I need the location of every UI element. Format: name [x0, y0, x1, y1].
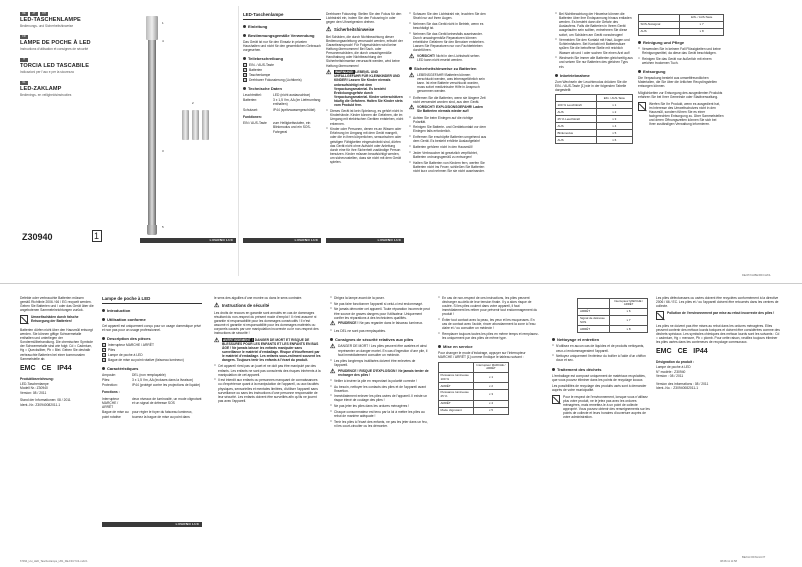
flag-label: AT [30, 12, 38, 16]
cover-subtitle: Indicazioni per l'uso e per la sicurezza [20, 69, 74, 74]
list-item: 4 Drehbarer Fokussierung (Lichtkreis) [244, 78, 302, 83]
warning-triangle-icon: ⚠ [409, 53, 415, 60]
list-item: □ Achten Sie beim Einlegen auf die richtige Polarität. [409, 116, 487, 124]
brand-footer: LIVARNO LUX [102, 522, 202, 527]
heading: Mise en service [438, 344, 540, 349]
fr-column-4 [438, 296, 540, 556]
emc-mark: EMC [656, 348, 672, 356]
flag-label: CH [40, 12, 48, 16]
bullet-list [638, 47, 724, 65]
list-item: □ Au besoin, nettoyer les contacts des piles et de l'appareil avant l'insertion. [330, 385, 430, 393]
warning-block: ⚠ DANGER DE MORT ! Les piles peuvent être avalées et ainsi représenter un danger mortel. En cas d'ingestion d'une pile, il faut immédiatement consulter un médecin. [330, 344, 428, 357]
warning-triangle-icon: ⚠ [326, 70, 332, 77]
recycling-warning: Umweltschäden durch falsche Entsorgung der Batterien! [20, 315, 94, 324]
list-item: □ Veiller à insérer la pile en respectant la polarité correcte ! [330, 379, 430, 383]
list-item: □ Ne jamais démonter cet appareil. Toute réparation incorrecte peut être source de graves dangers pour l'utilisateur. Uniquement confier les réparations à des techniciens qualifiés. [330, 307, 430, 319]
list-item: □ Cet appareil n'est pas un jouet et ne doit pas être manipulé par des enfants. Les enfants ne sont pas conscients des risques inhérents à la manipulation de cet appareil. [214, 364, 322, 376]
info-title: Produktbezeichnung: [20, 376, 54, 381]
info-stand: Version des informations : 08 / 2011 [656, 381, 709, 386]
heading: Description des pièces [102, 336, 202, 341]
lang-title-block [20, 86, 120, 97]
flag-label: FR [20, 35, 28, 39]
list-item: 1 Interrupteur MARCHE / ARRÊT [103, 342, 154, 347]
brand-footer: LIVARNO LUX [326, 238, 404, 243]
warning-triangle-icon: ⚠ [214, 337, 220, 344]
info-title: Désignation du produit : [656, 360, 695, 365]
list-item: □ Chaque consommateur est tenu par la loi à mettre les piles au rebut de manière adéquate ! [330, 410, 430, 418]
list-item: □ Kinder oder Personen, denen es an Wissen oder Erfahrung im Umgang mit dem Gerät mangelt, oder die in ihren körperlichen, sensorischen oder geistigen Fähigkeiten eingeschränkt sind, dürfen das Gerät nicht ohne Aufsicht oder Anleitung durch eine für ihre Sicherheit zuständige Person benutzen. Kinder müssen beaufsichtigt werden, um sicherzustellen, dass sie nicht mit dem Gerät spielen. [326, 127, 404, 164]
brand-logo: LIVARNO LUX [209, 237, 233, 242]
ident-number: Ident.-No. : Z30940082011-1 [656, 386, 699, 391]
print-slug-right: 08.08.11 11:58 [720, 560, 737, 563]
fr-column-1 [102, 296, 202, 556]
battery-illustration [182, 110, 189, 140]
list-item: □ Les DEL ne sont pas remplaçables. [330, 329, 430, 333]
body-text: Das Gerät ist nur für den Einsatz in privaten Haushalten und nicht für den gewerblichen Gebrauch vorgesehen. [243, 39, 321, 52]
body-text: Pour changer le mode d'éclairage, appuyer sur l'interrupteur MARCHE / ARRÊT [1] comme l'indique le tableau suivant : [438, 351, 526, 360]
table-row: SOS-Notsignal x 7 [639, 22, 724, 29]
info-line: Lampe de poche à LED [656, 365, 691, 370]
warning-triangle-icon: ⚠ [326, 26, 332, 33]
functions-row: Interrupteur MARCHE / ARRÊT deux niveaux de luminosité, un mode clignotant et un signal de détresse SOS Bague de mise au point rotative pour régler le foyer du faisceau lumineux, tournez la bague de mise au point dans [102, 397, 202, 419]
brand-footer [140, 238, 236, 243]
heading: Bestimmungsgemäße Verwendung [243, 33, 321, 38]
disposal-note: Pour le respect de l'environnement, lorsque vous n'utilisez plus votre produit, ne le jetez pas avec les ordures ménagères, mais remettez-le à un point de collecte approprié. Vous pouvez obtenir des renseignements sur les points de collecte et leurs horaires d'ouverture auprès de votre administration. [552, 395, 650, 420]
mode-table: EIN- / AUS-Taste SOS-Notsignal x 7 AUS x 8 [638, 14, 724, 36]
list-item: □ Nettoyez uniquement l'extérieur du boîtier à l'aide d'un chiffon doux et sec. [552, 354, 650, 362]
cover-subtitle: Bedienings- en veiligheidsinstructies [20, 92, 72, 97]
figure-callout: 1 [162, 21, 164, 25]
list-item: □ Schauen Sie den Lichtstrahl nie, leuchten Sie den Strahl nur auf Ihren Augen. [409, 12, 487, 20]
list-item: 4 Bague de mise au point rotative (faisceau lumineux) [103, 358, 184, 363]
heading: Technische Daten [243, 86, 321, 91]
table-row: AUS x 2 [556, 109, 633, 116]
table-row: Puissance lumineuse 25 % x 3 [439, 390, 509, 401]
list-item: □ Verwenden Sie in keinem Fall Flüssigkeiten und keine Reinigungsmittel, da diese das Gerät beschädigen. [638, 47, 724, 55]
info-line: N° modèle : Z30940 [656, 369, 686, 374]
flag-label: NL [20, 81, 28, 85]
list-item: 2 Piles [103, 347, 116, 352]
body-text: Die Verpackung besteht aus umweltfreundlichen Materialien, die Sie über die örtlichen Recyclingstellen entsorgen können. [638, 76, 717, 89]
table-row: ARRÊT x 2 [439, 383, 509, 390]
cover-title: LED-ZAKLAMP [20, 85, 62, 92]
functions-label: Fonctions : [102, 390, 120, 395]
body-text: le sens des aiguilles d'une montre ou dans le sens contraire. [214, 296, 303, 300]
heading: Inbetriebnahme [555, 73, 633, 78]
list-item: □ Batterien gehören nicht in den Hausmüll! [409, 145, 487, 149]
battery-illustration [192, 110, 199, 140]
warning-triangle-icon: ⚠ [409, 72, 415, 79]
info-line: LED-Taschenlampe [20, 381, 49, 386]
ip-rating: IP44 [57, 364, 72, 372]
explosion-warning: ⚠ PRUDENCE ! RISQUE D'EXPLOSION ! Ne jamais tenter de recharger des piles ! [330, 368, 429, 377]
bullet-list [552, 344, 650, 362]
page-number: 1 [92, 230, 102, 242]
crossed-bin-icon [638, 102, 646, 111]
table-row: Blinkmodus x 5 [556, 130, 633, 137]
table-row: AUS x 4 [556, 123, 633, 130]
body-text: Les possibilités de recyclage des produits usés sont à demander auprès de votre municipalité. [552, 384, 647, 393]
crossed-bin-icon [656, 311, 664, 320]
table-row: 25 % Leuchtkraft x 3 [556, 116, 633, 123]
ip-rating: IP44 [693, 348, 708, 356]
list-item: □ Reinigen Sie Batterie- und Gerätekontakt vor dem Einlegen falls erforderlich. [409, 125, 487, 133]
section-title: Lampe de poche à LED [102, 296, 202, 304]
table-row: AUS x 6 [556, 137, 633, 144]
crossed-bin-icon [552, 395, 560, 404]
list-item: □ Dirigez la lampe avant de la poser. [330, 296, 430, 300]
corner-code: DE/AT/CH/BE/FR/CH/NL [742, 274, 771, 277]
certification-marks [20, 365, 94, 374]
warning-badge: WARNUNG! [335, 70, 354, 75]
list-item: □ Vermeiden Sie den Kontakt mit Haut, Augen und Schleimhäuten. Bei Kontakt mit Batteriesäure spülen Sie die betroffene Stelle mit reichlich Wasser ab und / oder suchen Sie einen Arzt auf! [555, 38, 633, 54]
body-text: Drehbarer Fokusring: Stellen Sie den Fokus für den Lichtstrahl ein, indem Sie den Fokusring in oder gegen den Uhrzeigersinn drehen. [326, 12, 402, 25]
spec-table: Ampoule: DEL (non remplaçable) Piles: 3 x 1,5 Vm, AA (incluses dans la livraison) Protection: IP44 (protégé contre les projections de liquide) [102, 373, 201, 388]
warning-triangle-icon: ⚠ [330, 321, 336, 328]
heading: Teilebeschreibung [243, 56, 321, 61]
body-text: Möglichkeiten zur Entsorgung des ausgedienten Produkts erfahren Sie bei Ihrer Gemeinde oder Stadtverwaltung. [638, 90, 723, 99]
body-text: Les piles défectueuses ou usées doivent être recyclées conformément à la directive 2006 / 66 / EC. Les piles et / ou l'appareil doivent être retournés dans les centres de collecte. [656, 296, 779, 309]
de-column-3 [409, 12, 487, 272]
list-item: □ Ne pas jeter les piles dans les ordures ménagères ! [330, 404, 430, 408]
bullet-list [214, 364, 322, 403]
warning-triangle-icon: ⚠ [409, 105, 415, 112]
fr-info-column [656, 296, 780, 556]
table-row: ARRÊT x 6 [578, 308, 648, 315]
info-line: Version: 08 / 2011 [20, 390, 47, 395]
warning-badge: AVERTISSEMENT ! [223, 337, 253, 342]
list-item: □ N'utilisez en aucun cas de liquides et de produits nettoyants, ceux-ci endommageraient l'appareil. [552, 344, 650, 352]
list-item: 2 Batterien [244, 67, 263, 72]
figure-callout: 3 [162, 149, 164, 153]
list-item: □ Jeder Verbraucher ist gesetzlich verpflichtet, Batterien ordnungsgemäß zu entsorgen! [409, 151, 487, 159]
warning-triangle-icon: ⚠ [330, 344, 336, 351]
heading: Nettoyage et entretien [552, 337, 650, 342]
table-row: AUS x 8 [639, 29, 724, 36]
emc-mark: EMC [20, 364, 36, 372]
bullet-list [330, 359, 430, 367]
list-item: □ Ne pas faire fonctionner l'appareil si celui-ci est endommagé. [330, 302, 430, 306]
info-stand: Stand der Informationen: 08 / 2011 [20, 398, 71, 402]
ident-number: Ident.-Nr.: Z30940082011-1 [20, 402, 61, 407]
fr-column-3 [330, 296, 430, 556]
mode-table: Interrupteur MARCHE / ARRÊT Puissance lumineuse 100 % x 1 ARRÊT x 2 Puissance lumineuse 25 % x 3 ARRÊT x 4 Mode clignotant x 5 [438, 362, 509, 415]
warning-block: ⚠ AVERTISSEMENT ! DANGER DE MORT ET RISQUE DE BLESSURES POUR LES ENFANTS ET LES ENFANTS EN BAS ÂGE ! Ne jamais laisser les enfants manipuler sans surveillance le matériel d'emballage. Risque d'étouffement par le matériel d'emballage. Les enfants sous-estiment souvent les dangers. Toujours tenir les enfants à l'écart du produit. [214, 337, 321, 363]
list-item: □ Nehmen Sie das Gerät nicht in Betrieb, wenn es beschädigt ist. [409, 22, 487, 30]
figure-callout: 5 [162, 225, 164, 229]
disposal-note: Werfen Sie Ihr Produkt, wenn es ausgedient hat, im Interesse des Umweltschutzes nicht in den Hausmüll, sondern führen Sie es einer fachgerechten Entsorgung zu. Über Sammelstellen und deren Öffnungszeiten können Sie sich bei Ihrer zuständigen Verwaltung informieren. [638, 102, 724, 127]
brand-footer: LIVARNO LUX [243, 238, 321, 243]
parts-list [102, 343, 202, 362]
bullet-list [409, 12, 487, 52]
body-text: Zum Wechseln der Leuchtmodus drücken Sie die EIN- / AUS-Taste [1] wie in der folgenden Tabelle dargestellt: [555, 79, 627, 92]
bullet-list [326, 109, 404, 164]
list-item: 3 Taschenlampe [244, 73, 271, 78]
heading: Reinigung und Pflege [638, 40, 724, 45]
list-item: □ Il est interdit aux enfants ou personnes manquant de connaissances ou d'expérience quant à la manipulation de l'appareil, ou aux facultés physiques, sensorielles et mentales limitées, d'utiliser l'appareil sans surveillance ou sans les instructions d'une personne responsable de leur sécurité. Les enfants doivent être surveillés afin qu'ils ne jouent pas avec l'appareil. [214, 378, 322, 403]
cover-title: TORCIA LED TASCABILE [20, 62, 90, 69]
info-line: Version : 08 / 2011 [656, 374, 684, 379]
lang-title-block [20, 17, 120, 28]
list-item: □ Dieses Gerät ist kein Spielzeug, es gehört nicht in Kinderhände. Kinder können die Gefahren, die im Umgang mit elektrischen Geräten entstehen, nicht erkennen. [326, 109, 404, 125]
spec-table: Leuchtmittel: LED (nicht austauschbar) Batterien: 3 x 1,5 Vm, AA (im Lieferumfang enthalten) Schutzart: IP44 (spritzwassergeschützt) [243, 93, 321, 112]
section-title: LED-Taschenlampe [243, 12, 321, 20]
heading: Introduction [102, 308, 202, 313]
cover-subtitle: Instructions d'utilisation et consignes de sécurité [20, 46, 89, 51]
list-item: □ Reinigen Sie das Gerät nur äußerlich mit einem weichen trockenen Tuch. [638, 57, 724, 65]
mode-table: Interrupteur MARCHE / ARRÊT ARRÊT x 6 Signal de détresse SOS x 7 ARRÊT x 8 [577, 298, 648, 333]
list-item: □ Tenir les piles à l'écart des enfants, ne pas les jeter dans un feu, ni les court-circuiter ou les démonter. [330, 420, 430, 428]
safety-heading: ⚠ Sicherheitshinweise [326, 26, 375, 33]
crossed-bin-icon [20, 315, 28, 324]
print-slug-left: 67394_Livi_LED_Taschenlampe_LB1_DE-FR-IT-NL.indd 1 [20, 560, 88, 563]
bullet-list [409, 116, 487, 173]
warning-triangle-icon: ⚠ [214, 302, 220, 309]
list-item: □ Nehmen Sie das Gerät keinesfalls auseinander. Durch unsachgemäße Reparaturen können erhebliche Gefahren für den Benutzer entstehen. Lassen Sie Reparaturen nur von Fachbetrieben durchführen. [409, 32, 487, 53]
table-row: 100 % Leuchtkraft x 1 [556, 102, 633, 109]
de-column-5 [638, 12, 724, 272]
functions-label: Funktionen: [243, 114, 262, 119]
lang-title-block [20, 63, 120, 74]
figure-callout: 4 [162, 39, 164, 43]
battery-illustration [202, 110, 209, 140]
bottom-sheet [0, 284, 802, 567]
table-row: Puissance lumineuse 100 % x 1 [439, 372, 509, 383]
cover-title: LED-TASCHENLAMPE [20, 17, 81, 23]
model-number: Z30940 [22, 232, 53, 242]
heading: Caractéristiques [102, 366, 202, 371]
de-column-2 [326, 12, 404, 272]
body-text: Defekte oder verbrauchte Batterien müssen gemäß Richtlinie 2006 / 66 / EG recycelt werden. Geben Sie Batterien und / oder das Gerät über die angebotenen Sammeleinrichtungen zurück. [20, 296, 94, 313]
bullet-list [330, 329, 430, 333]
info-line: Modell Nr.: Z30940 [20, 386, 48, 391]
flag-label: IT [20, 58, 28, 62]
list-item: □ Bei Nichtbeachtung der Hinweise können die Batterien über ihre Endspannung hinaus entladen werden. Es besteht dann die Gefahr des Auslaufens. Falls die Batterien in Ihrem Gerät ausgelaufen sein sollten, entnehmen Sie diese sofort, um Schäden am Gerät vorzubeugen! [555, 12, 633, 37]
fr-column-2 [214, 296, 322, 556]
safety-heading: ⚠ Instructions de sécurité [214, 302, 270, 309]
warning-triangle-icon: ⚠ [330, 368, 336, 375]
list-item: 3 Lampe de poche à LED [103, 352, 143, 357]
ce-mark: CE [677, 348, 688, 356]
top-sheet [0, 0, 802, 283]
parts-list [243, 63, 321, 82]
body-text: Batterien dürfen nicht über den Hausmüll entsorgt werden. Sie können giftige Schwermetalle enthalten und unterliegen der Sondermüllbehandlung. Die chemischen Symbole der Schwermetalle sind wie folgt: Cd = Cadmium, Hg = Quecksilber, Pb = Blei. Geben Sie deshalb verbrauchte Batterien bei einer kommunalen Sammelstelle ab. [20, 327, 93, 361]
fr-column-5 [552, 296, 650, 556]
body-text: Cet appareil est uniquement conçu pour un usage domestique privé et non pas pour un usage professionnel. [102, 323, 201, 332]
body-text: L'emballage est composé uniquement de matériaux recyclables, que vous pouvez éliminer dans les points de recyclage locaux. [552, 373, 646, 382]
bullet-list [330, 379, 430, 428]
lang-title-block [20, 40, 120, 51]
explosion-warning: ⚠ VORSICHT! EXPLOSIONSGEFAHR! Laden Sie Batterien niemals wieder auf! [409, 105, 483, 114]
list-item: □ Entfernen Sie die Batterien, wenn sie längere Zeit nicht verwendet worden sind, aus dem Gerät. [409, 96, 487, 104]
list-item: □ Halten Sie Batterien von Kindern fern, werfen Sie Batterien nicht ins Feuer, schließen Sie Batterien nicht kurz und nehmen Sie sie nicht auseinander. [409, 161, 487, 173]
torch-illustration [146, 16, 158, 236]
list-item: □ Les piles longtemps inutilisées doivent être enlevées de l'appareil. [330, 359, 430, 367]
functions-row: EIN / AUS-Taste zum Helligkeitsstufen, ein Blinkmodus und ein SOS-Fahrgeral [243, 121, 311, 134]
table-row: Signal de détresse SOS x 7 [578, 315, 648, 326]
list-item: 1 EIN- / AUS-Taste [244, 62, 274, 67]
cover-subtitle: Bedienungs- und Sicherheitshinweise [20, 23, 74, 28]
heading: Consignes de sécurité relatives aux piles [330, 337, 430, 342]
list-item: □ En cas de non-respect de ces instructions, les piles peuvent décharger au-delà de leur tension finale. Il y a alors risque de coulée. Si les piles coulent dans votre appareil, il faut immédiatement les retirer pour prévenir tout endommagement du produit ! [438, 296, 540, 317]
table-row: ARRÊT x 8 [578, 326, 648, 333]
table-row: Mode clignotant x 5 [439, 407, 509, 414]
de-column-1 [243, 12, 321, 272]
list-item: □ Éviter tout contact avec la peau, les yeux et les muqueuses. En cas de contact avec l'acide, rincer abondamment la zone à l'eau claire et / ou consulter un médecin ! [438, 318, 540, 330]
body-text: Les piles ne doivent pas être mises au rebut dans les ordures ménagères. Elles peuvent contenir des métaux lourds toxiques et doivent être considérées comme des déchets spéciaux. Les symboles chimiques des métaux lourds sont les suivants : Cd = cadmium, Hg = mercure, Pb = plomb. Pour cette raison, veuillez toujours éliminer les piles usées dans les conteneurs de recyclage communaux. [656, 323, 780, 345]
warning-block: ⚠ LEBENSGEFAHR! Batterien können verschluckt werden, was lebensgefährlich sein kann. Ist eine Batterie verschluckt worden, muss sofort medizinische Hilfe in Anspruch genommen werden. [409, 72, 485, 94]
bullet-list [409, 96, 487, 104]
certification-marks [656, 348, 780, 357]
list-item: □ Wechseln Sie immer alle Batterien gleichzeitig aus und setzen Sie nur Batterien des gleichen Typs ein. [555, 56, 633, 68]
heading: Einleitung [243, 24, 321, 29]
mode-table: EIN- / AUS-Taste 100 % Leuchtkraft x 1 AUS x 2 25 % Leuchtkraft x 3 AUS x 4 Blinkmodus x 5 AUS x 6 [555, 94, 633, 144]
body-text: Bei Schäden, die durch Nichtbeachtung dieser Bedienungsanleitung verursacht werden, erlischt der Garantieanspruch! Für Folgeschäden wird keine Haftung übernommen! Bei Sach- oder Personenschäden, die durch unsachgemäße Handhabung oder Nichtbeachtung der Sicherheitshinweise verursacht werden, wird keine Haftung übernommen! [326, 34, 403, 68]
figure-callout: 2 [192, 101, 194, 105]
heading: Utilisation conforme [102, 317, 202, 322]
ce-mark: CE [41, 364, 52, 372]
bullet-list [555, 12, 633, 69]
heading: Entsorgung [638, 69, 724, 74]
heading: Traitement des déchets [552, 367, 650, 372]
bullet-list [438, 296, 540, 340]
bullet-list [330, 296, 430, 320]
cover-title: LAMPE DE POCHE À LED [20, 39, 91, 46]
recycling-warning: Pollution de l'environnement par mise au rebut incorrecte des piles ! [656, 311, 780, 320]
caution-block: ⚠ PRUDENCE ! Ne pas regarder dans le faisceau lumineux. [330, 321, 424, 328]
flag-row [20, 12, 120, 16]
caution-block: ⚠ VORSICHT! Nicht in den Lichtstrahl sehen. LED kann nicht ersetzt werden. [409, 53, 481, 62]
list-item: □ Immédiatement enlever les piles usées de l'appareil. Il existe un risque élevé de coulage des piles ! [330, 394, 430, 402]
body-text: Les droits de recours en garantie sont annulés en cas de dommages résultant du non-respect du présent mode d'emploi ! Il n'est assumé ni garantie ni responsabilité pour les dommages consécutifs ! Il n'est assumé ni garantie ni responsabilité pour les dommages matériels ou corporels causés par une manipulation incorrecte ou le non-respect des instructions de sécurité ! [214, 310, 319, 336]
heading: Sicherheitshinweise zu Batterien [409, 66, 487, 71]
de-info-column [20, 296, 94, 556]
corner-code: BE/CH FR/NL/LU/IT [742, 556, 766, 559]
de-column-4 [555, 12, 633, 272]
list-item: □ Remplacer toujours toutes les piles en même temps et remplacez-les uniquement par des piles de même type. [438, 332, 540, 340]
table-row: ARRÊT x 4 [439, 400, 509, 407]
flag-label: DE [20, 12, 28, 16]
list-item: □ Entfernen Sie erschöpfte Batterien umgehend aus dem Gerät. Es besteht erhöhte Auslaufgefahr! [409, 135, 487, 143]
warning-block: ⚠ WARNUNG! LEBENS- UND UNFALLGEFAHR FÜR KLEINKINDER UND KINDER! Lassen Sie Kinder niemals unbeaufsichtigt mit dem Verpackungsmaterial. Es besteht Erstickungsgefahr durch Verpackungsmaterial. Kinder unterschätzen häufig die Gefahren. Halten Sie Kinder stets vom Produkt fern. [326, 70, 403, 108]
